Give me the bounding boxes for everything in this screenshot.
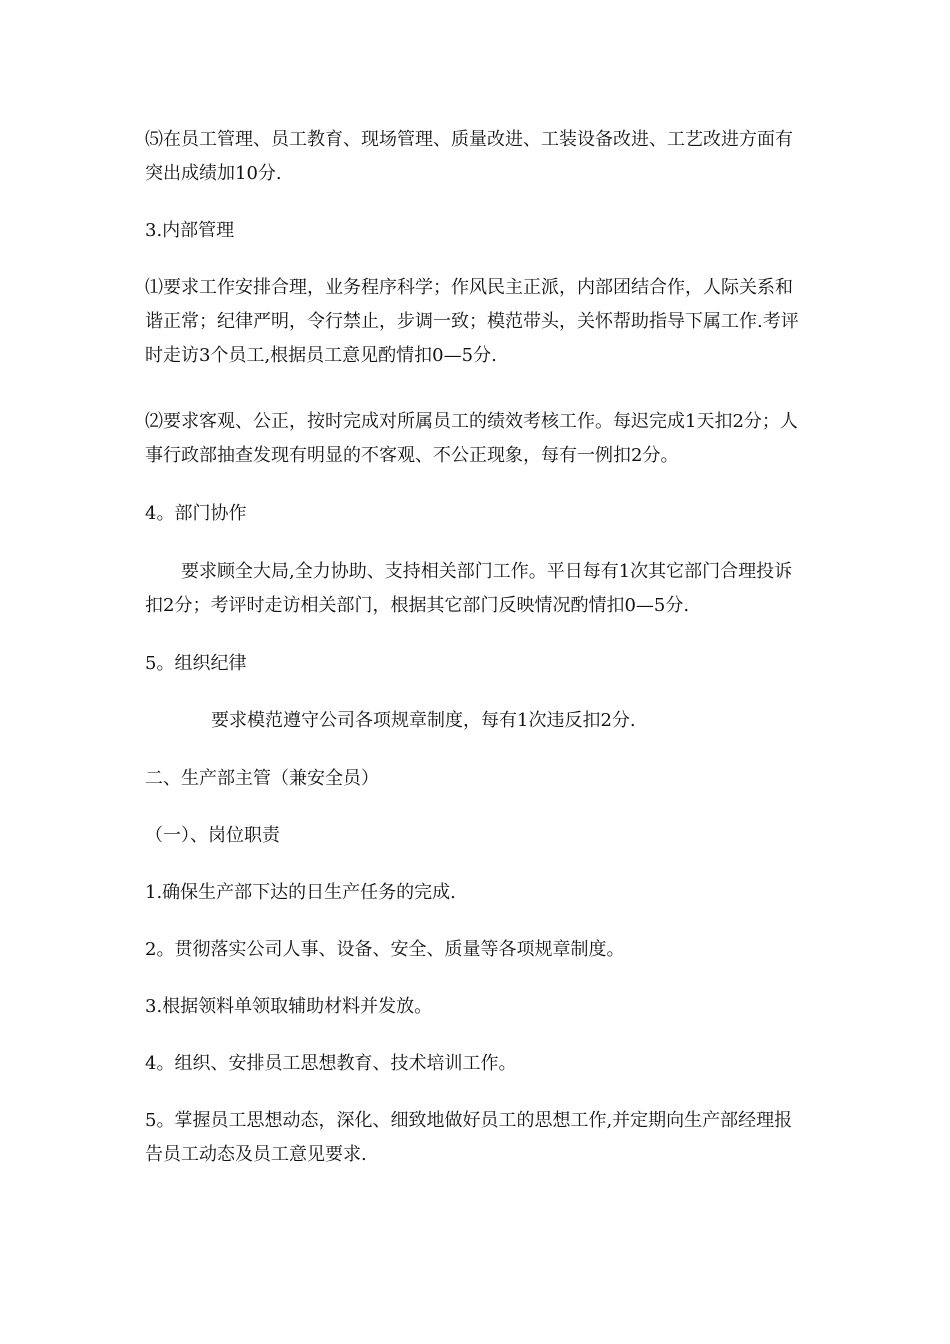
heading-production-supervisor: 二、生产部主管（兼安全员） xyxy=(145,768,379,789)
paragraph-item-2-performance-review: ⑵要求客观、公正，按时完成对所属员工的绩效考核工作。每迟完成1天扣2分；人事行政部抽查发现有明显的不客观、不公正现象，每有一例扣2分。 xyxy=(145,411,798,466)
heading-internal-management: 3.内部管理 xyxy=(145,220,235,241)
heading-organization-discipline: 5。组织纪律 xyxy=(145,653,247,674)
list-item-duty-3: 3.根据领料单领取辅助材料并发放。 xyxy=(145,996,433,1017)
paragraph-item-1-work-arrangement: ⑴要求工作安排合理，业务程序科学；作风民主正派，内部团结合作，人际关系和谐正常；纪律严明，令行禁止，步调一致；模范带头，关怀帮助指导下属工作.考评时走访3个员工,根据员工意见酌情扣0—5分. xyxy=(145,277,799,366)
heading-department-cooperation: 4。部门协作 xyxy=(145,503,247,524)
paragraph-item-5-achievements: ⑸在员工管理、员工教育、现场管理、质量改进、工装设备改进、工艺改进方面有突出成绩加10分. xyxy=(145,129,793,184)
heading-job-responsibilities: （一）、岗位职责 xyxy=(145,825,280,846)
list-item-duty-5: 5。掌握员工思想动态，深化、细致地做好员工的思想工作,并定期向生产部经理报告员工动态及员工意见要求. xyxy=(145,1110,793,1165)
paragraph-cooperation-requirements: 要求顾全大局,全力协助、支持相关部门工作。平日每有1次其它部门合理投诉扣2分；考评时走访相关部门，根据其它部门反映情况酌情扣0—5分. xyxy=(145,561,793,616)
list-item-duty-1: 1.确保生产部下达的日生产任务的完成. xyxy=(145,882,456,903)
paragraph-discipline-requirements: 要求模范遵守公司各项规章制度，每有1次违反扣2分. xyxy=(211,710,636,731)
list-item-duty-2: 2。贯彻落实公司人事、设备、安全、质量等各项规章制度。 xyxy=(145,939,625,960)
list-item-duty-4: 4。组织、安排员工思想教育、技术培训工作。 xyxy=(145,1053,517,1074)
